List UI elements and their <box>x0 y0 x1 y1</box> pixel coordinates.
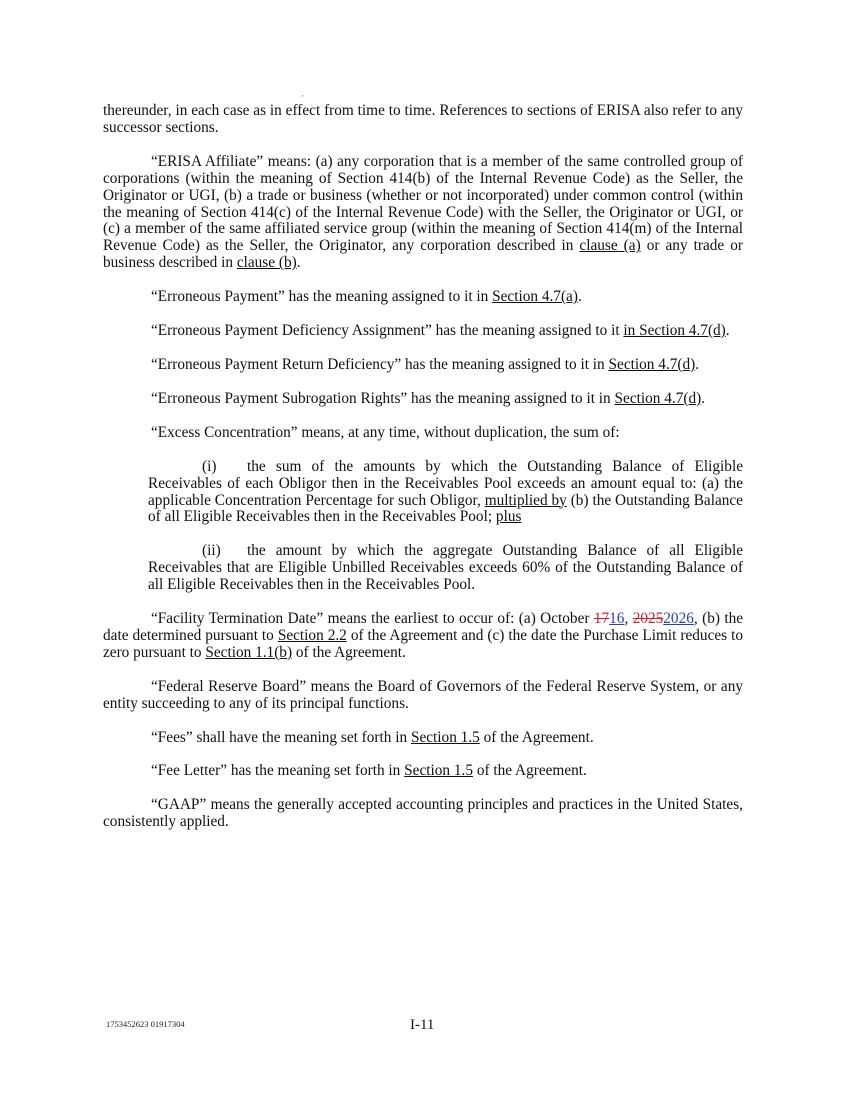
clause-a-reference: clause (a) <box>579 237 641 255</box>
definition-fees: “Fees” shall have the meaning set forth in Section 1.5 of the Agreement. <box>151 728 594 746</box>
paragraph-erisa-continuation: thereunder, in each case as in effect from time to time. References to sections of ERISA also refer to any successor sections. <box>103 102 743 136</box>
definition-excess-concentration: “Excess Concentration” means, at any time, without duplication, the sum of: <box>151 423 620 441</box>
clause-number: (ii) <box>202 542 221 560</box>
section-1-5-reference: Section 1.5 <box>404 762 473 780</box>
document-body <box>103 103 743 848</box>
inserted-day: 16 <box>609 610 625 628</box>
section-4-7d-reference: in Section 4.7(d) <box>623 322 726 340</box>
section-4-7a-reference: Section 4.7(a) <box>492 288 578 306</box>
definition-erroneous-payment: “Erroneous Payment” has the meaning assigned to it in Section 4.7(a). <box>151 288 582 306</box>
section-4-7d-reference: Section 4.7(d) <box>614 389 702 407</box>
multiplied-by-term: multiplied by <box>484 491 567 509</box>
clause-number: (i) <box>202 457 217 475</box>
inserted-year: 2026 <box>663 610 694 628</box>
plus-term: plus <box>495 508 522 526</box>
footer-document-id: 1753452623 01917304 <box>106 1019 185 1029</box>
excess-concentration-clause-i: (i) the sum of the amounts by which the Outstanding Balance of Eligible Receivables of each Obligor then in the Receivables Pool exceeds an amount equal to: (a) the applicable Concentration Percentage for such Obligor, multiplied by (b) the Outstanding Balance of all Eligible Receivables then in the Receivables Pool; plus <box>148 457 743 526</box>
definition-erroneous-payment-subrogation-rights: “Erroneous Payment Subrogation Rights” has the meaning assigned to it in Section 4.7(d). <box>151 389 706 407</box>
page-number: I-11 <box>410 1017 435 1033</box>
clause-b-reference: clause (b) <box>236 254 297 272</box>
section-1-1b-reference: Section 1.1(b) <box>205 643 293 661</box>
definition-erisa-affiliate: “ERISA Affiliate” means: (a) any corporation that is a member of the same controlled group of corporations (within the meaning of Section 414(b) of the Internal Revenue Code) as the Seller, the Originator or UGI, (b) a trade or business (whether or not incorporated) under common control (within the meaning of Section 414(c) of the Internal Revenue Code) with the Seller, the Originator or UGI, or (c) a member of the same affiliated service group (within the meaning of Section 414(m) of the Internal Revenue Code) as the Seller, the Originator, any corporation described in clause (a) or any trade or business described in clause (b). <box>103 152 743 272</box>
section-4-7d-reference: Section 4.7(d) <box>608 355 696 373</box>
section-1-5-reference: Section 1.5 <box>410 728 480 746</box>
section-2-2-reference: Section 2.2 <box>277 626 347 644</box>
deleted-year: 2025 <box>632 610 664 628</box>
definition-federal-reserve-board: “Federal Reserve Board” means the Board of Governors of the Federal Reserve System, or any entity succeeding to any of its principal functions. <box>103 677 743 712</box>
definition-erroneous-payment-deficiency-assignment: “Erroneous Payment Deficiency Assignment” has the meaning assigned to it in Section 4.7(d). <box>151 322 730 340</box>
definition-fee-letter: “Fee Letter” has the meaning set forth in Section 1.5 of the Agreement. <box>151 762 587 780</box>
definition-facility-termination-date: “Facility Termination Date” means the earliest to occur of: (a) October 1716, 20252026, (b) the date determined pursuant to Section 2.2 of the Agreement and (c) the date the Purchase Limit reduces to zero pursuant to Section 1.1(b) of the Agreement. <box>103 610 744 661</box>
excess-concentration-clause-ii: (ii) the amount by which the aggregate Outstanding Balance of all Eligible Receivables that are Eligible Unbilled Receivables exceeds 60% of the Outstanding Balance of all Eligible Receivables then in the Receivables Pool. <box>148 542 743 594</box>
top-mark: · <box>301 91 304 101</box>
deleted-day: 17 <box>593 610 610 628</box>
definition-gaap: “GAAP” means the generally accepted accounting principles and practices in the United States, consistently applied. <box>103 796 743 831</box>
definition-erroneous-payment-return-deficiency: “Erroneous Payment Return Deficiency” has the meaning assigned to it in Section 4.7(d). <box>151 355 700 373</box>
